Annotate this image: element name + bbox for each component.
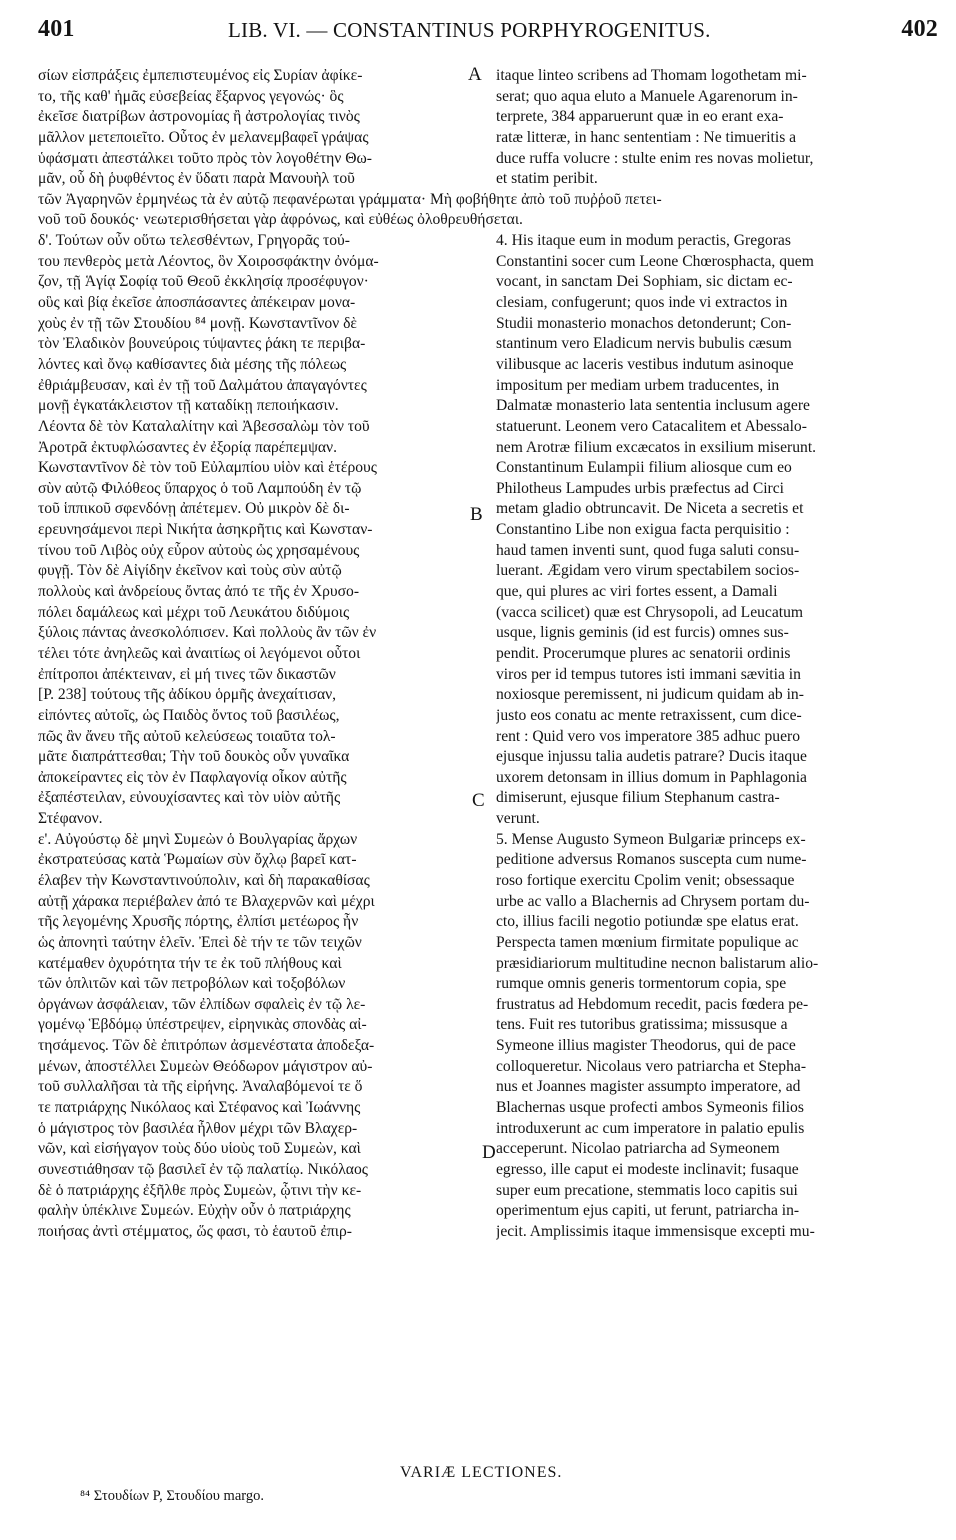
latin-text-line: clesiam, confugerunt; quos inde vi extractos in (496, 294, 788, 312)
greek-text-line: πόλει δαμάλεως καὶ μέχρι τοῦ Λευκάτου διδύμοις (38, 603, 350, 621)
latin-text-line: tens. Fuit res tutoribus gratissima; missusque a (496, 1016, 788, 1034)
latin-text-line: dimiserunt, ejusque filium Stephanum castra- (496, 789, 780, 807)
latin-text-line: introduxerunt ac cum imperatore in palatio epulis (496, 1119, 805, 1137)
page-header (38, 16, 938, 56)
latin-text-line: operimentum ejus capiti, ut ferunt, patriarcha in- (496, 1202, 800, 1220)
running-title: LIB. VI. — CONSTANTINUS PORPHYROGENITUS. (228, 18, 711, 42)
greek-text-line: φυγῇ. Τὸν δὲ Αἰγίδην ἐκεῖνον καὶ τοὺς σὺν αὐτῷ (38, 562, 342, 580)
greek-text-line: ἐκεῖσε διατρίβων ἀστρονομίας ἢ ἀστρολογίας τινὸς (38, 108, 360, 126)
latin-text-line: acceperunt. Nicolao patriarcha ad Symeonem (496, 1140, 780, 1158)
greek-text-line: μονῇ ἐγκατάκλειστον τῇ καταδίκῃ πεποιήκασιν. (38, 397, 339, 415)
greek-text-line: τοῦ συλλαλῆσαι τὰ τῆς εἰρήνης. Ἀναλαβόμενοί τε ὅ (38, 1078, 363, 1096)
latin-text-line: Constantini socer cum Leone Chœrosphacta, quem (496, 252, 814, 270)
greek-text-line: συνεστιάθησαν τῷ βασιλεῖ ἐν τῷ παλατίῳ. Νικόλαος (38, 1160, 368, 1178)
greek-text-line: τοῦ ἱππικοῦ σφενδόνῃ ἀπέτεμεν. Οὐ μικρὸν δὲ δι- (38, 500, 350, 518)
latin-text-line: vilibusque ac laceris vestibus indutum asinoque (496, 355, 794, 373)
latin-text-line: justo eos conatu ac mente retraxissent, cum dice- (496, 706, 802, 724)
latin-text-line: ratæ litteræ, in hanc sententiam : Ne timueritis a (496, 128, 797, 146)
latin-text-line: serat; quo aqua eluto a Manuele Agarenorum in- (496, 87, 798, 105)
greek-text-line: αὐτῇ χάρακα περιέβαλεν ἀπό τε Βλαχερνῶν καὶ μέχρι (38, 892, 375, 910)
latin-text-line: vocant, in sanctam Dei Sophiam, sic dictam ec- (496, 273, 793, 291)
greek-text-line: σὺν αὐτῷ Φιλόθεος ὕπαρχος ὁ τοῦ Λαμπούδη ἐν τῷ (38, 479, 362, 497)
latin-text-line: luerant. Ægidam vero virum spectabilem socios- (496, 562, 800, 580)
latin-text-line: nem Arotræ filium excæcatos in exsilium miserunt. (496, 438, 817, 456)
greek-text-line: μένων, ἀποστέλλει Συμεὼν Θεόδωρον μάγιστρον αὐ- (38, 1057, 373, 1075)
greek-text-line: σίων εἰσπράξεις ἐμπεπιστευμένος εἰς Συρίαν ἀφίκε- (38, 67, 363, 84)
greek-text-line: ζον, τῇ Ἁγίᾳ Σοφίᾳ τοῦ Θεοῦ ἐκκλησίᾳ προσέφυγον· (38, 273, 369, 291)
greek-text-line: τῶν Ἀγαρηνῶν ἑρμηνέως τὰ ἐν αὐτῷ πεφανέρωται γράμματα· Μὴ φοβήθητε ἀπὸ τοῦ πυῤῥοῦ πετει- (38, 190, 662, 208)
greek-text-line: ποιήσας ἀντὶ στέμματος, ὥς φασι, τὸ ἑαυτοῦ ἐπιρ- (38, 1222, 352, 1240)
latin-text-line: Symeone illius magister Theodorus, qui de pace (496, 1037, 796, 1055)
greek-text-line: [P. 238] τούτους τῆς ἀδίκου ὁρμῆς ἀνεχαίτισαν, (38, 686, 337, 704)
greek-text-line: οὓς καὶ βίᾳ ἐκεῖσε ἀποσπάσαντες ἀπέκειραν μονα- (38, 294, 356, 312)
latin-text-line: frustratus ad Hebdomum recedit, pacis fœdera pe- (496, 995, 809, 1013)
latin-text-line: impositum per mediam urbem traducentes, in (496, 376, 780, 394)
greek-text-line: μᾶτε διαπράττεσθαι; Τὴν τοῦ δουκὸς οὖν γυναῖκα (38, 748, 350, 766)
greek-text-line: λόντες καὶ ὄνῳ καθίσαντες διὰ μέσης τῆς πόλεως (38, 355, 347, 373)
latin-text-line: usque, lignis geminis (id est furcis) omnes sus- (496, 624, 789, 642)
greek-text-line: Κωνσταντῖνον δὲ τὸν τοῦ Εὐλαμπίου υἱὸν καὶ ἑτέρους (38, 459, 377, 477)
greek-text-line: ὑφάσματι ἀπεστάλκει τοῦτο πρὸς τὸν λογοθέτην Θω- (38, 149, 372, 167)
latin-text-line: Perspecta tamen mœnium firmitate populique ac (496, 933, 799, 951)
greek-text-line: γομένῳ Ἑβδόμῳ ὑπέστρεψεν, εἰρηνικὰς σπονδὰς αἰ- (38, 1016, 367, 1034)
greek-text-line: έλαβεν τὴν Κωνσταντινούπολιν, καὶ δὴ παρακαθίσας (38, 871, 370, 889)
latin-text-line: 5. Mense Augusto Symeon Bulgariæ princeps ex- (496, 830, 806, 848)
latin-text-line: uxorem detonsam in illius domum in Paphlagonia (496, 768, 807, 786)
greek-text-line: ἐπίτροποι ἀπέκτειναν, εἰ μή τινες τῶν δικαστῶν (38, 665, 336, 683)
greek-text-line: Λέοντα δὲ τὸν Καταλαλίτην καὶ Ἀβεσσαλὼμ τὸν τοῦ (38, 417, 370, 435)
greek-text-line: ερευνησάμενοι περὶ Νικήτα ἀσηκρῆτις καὶ Κωνσταν- (38, 521, 373, 539)
greek-text-line: ἐθριάμβευσαν, καὶ ἐν τῇ τοῦ Δαλμάτου ἀπαγαγόντες (38, 376, 367, 394)
greek-text-line: Στέφανον. (38, 810, 103, 828)
greek-text-line: πολλοὺς καὶ ἀνδρείους ὄντας ἀπό τε τῆς ἐν Χρυσο- (38, 583, 360, 601)
greek-text-line: τησάμενος. Τῶν δὲ ἐπιτρόπων ἀσμενέστατα ἀποδεξα- (38, 1037, 375, 1055)
greek-text-line: Ἀροτρᾶ ἐκτυφλώσαντες ἐν ἐξορίᾳ παρέπεμψαν. (38, 438, 337, 456)
greek-text-line: ὡς ἀπονητὶ ταύτην ἑλεῖν. Ἐπεὶ δὲ τήν τε τῶν τειχῶν (38, 933, 362, 951)
greek-text-line: νῶν, καὶ εἰσήγαγον τοὺς δύο υἱοὺς τοῦ Συμεὼν, καὶ (38, 1140, 361, 1158)
greek-text-line: τε πατριάρχης Νικόλαος καὶ Στέφανος καὶ Ἰωάννης (38, 1099, 361, 1117)
greek-text-line: ε'. Αὐγούστῳ δὲ μηνὶ Συμεὼν ὁ Βουλγαρίας ἄρχων (38, 830, 358, 848)
latin-text-line: metam gladio obtruncavit. De Niceta a secretis et (496, 500, 804, 518)
latin-text-line: colloqueretur. Nicolaus vero patriarcha et Stepha- (496, 1057, 807, 1075)
greek-text-line: τὸν Ἐλαδικὸν βουνεύροις τύψαντες ῥάκη τε περιβα- (38, 335, 366, 353)
latin-text-line: statuerunt. Leonem vero Catacalitem et Abessalo- (496, 417, 807, 435)
latin-text-column (496, 66, 936, 1243)
latin-text-line: terprete, 384 apparuerunt quæ in eo erant exa- (496, 108, 784, 126)
greek-text-line: ξύλοις πάντας ἀνεσκολόπισεν. Καὶ πολλοὺς ἂν τῶν ἐν (38, 624, 377, 642)
greek-text-line: χοὺς ἐν τῇ τῶν Στουδίου ⁸⁴ μονῇ. Κωνσταντῖνον δὲ (38, 314, 357, 332)
margin-marker-c: C (472, 790, 485, 811)
latin-text-line: et statim peribit. (496, 170, 598, 188)
latin-text-line: que, qui plures ac viri fortes essent, a Damali (496, 583, 778, 601)
margin-marker-a: A (468, 64, 482, 85)
latin-text-line: stantinum vero Eladicum nervis bubulis cæsum (496, 335, 792, 353)
greek-text-line: τῶν ὁπλιτῶν καὶ τῶν πετροβόλων καὶ τοξοβόλων (38, 975, 346, 993)
latin-text-line: roso fortique exercitu Cpolim venit; obsessaque (496, 871, 795, 889)
latin-text-line: egresso, ille caput ei modeste inclinavit; fusaque (496, 1160, 799, 1178)
margin-marker-b: B (470, 504, 483, 525)
latin-text-line: Dalmatæ monasterio lata sententia inclusum agere (496, 397, 810, 415)
greek-text-line: τίνου τοῦ Λιβὸς οὐχ εὗρον αὐτοὺς ὡς χρησαμένους (38, 541, 360, 559)
latin-text-line: noxiosque peremissent, ni judicum quidam ab in- (496, 686, 804, 704)
greek-text-line: δ'. Τούτων οὖν οὕτω τελεσθέντων, Γρηγορᾶς τού- (38, 232, 350, 250)
greek-text-line: νοῦ τοῦ δουκός· νεωτερισθήσεται γὰρ ἀφρόνως, καὶ εὐθέως ὀλοθρευθήσεται. (38, 211, 523, 229)
footnote: ⁸⁴ Στουδίων P, Στουδίου margo. (80, 1488, 264, 1504)
latin-text-line: cto, illius facili negotio potiundæ spe elatus erat. (496, 913, 799, 931)
latin-text-line: rumque omnis generis tormentorum copia, spe (496, 975, 787, 993)
variae-lectiones-heading: VARIÆ LECTIONES. (400, 1464, 563, 1481)
greek-text-line: το, τῆς καθ' ἡμᾶς εὐσεβείας ἔξαρνος γεγονώς· ὃς (38, 87, 344, 105)
latin-text-line: Constantino Libe non exigua facta perquisitio : (496, 521, 790, 539)
latin-text-line: 4. His itaque eum in modum peractis, Gregoras (496, 232, 791, 250)
greek-text-line: μᾶν, οὗ δὴ ῥυφθέντος ἐν ὕδατι παρὰ Μανουὴλ τοῦ (38, 170, 355, 188)
latin-text-line: Studii monasterio monachos detonderunt; Con- (496, 314, 792, 332)
greek-text-line: ἐξαπέστειλαν, εὐνουχίσαντες καὶ τὸν υἱὸν αὐτῆς (38, 789, 341, 807)
page-number-left: 401 (38, 16, 75, 42)
latin-text-line: nus et Joannes magister assumpto imperatore, ad (496, 1078, 801, 1096)
greek-text-line: ἐκστρατεύσας κατὰ Ῥωμαίων σὺν ὄχλῳ βαρεῖ κατ- (38, 851, 357, 869)
latin-text-line: peditione adversus Romanos suscepta cum nume- (496, 851, 807, 869)
latin-text-line: pendit. Procerumque plures ac senatorii ordinis (496, 644, 791, 662)
latin-text-line: rent : Quid vero vos imperatore 385 adhuc puero (496, 727, 800, 745)
latin-text-line: (vacca scilicet) quæ est Chrysopoli, ad Leucatum (496, 603, 804, 621)
greek-text-line: ἀποκείραντες εἰς τὸν ἐν Παφλαγονίᾳ οἶκον αὐτῆς (38, 768, 347, 786)
latin-text-line: præsidiariorum multitudine necnon balistarum alio- (496, 954, 819, 972)
greek-text-line: τῆς λεγομένης Χρυσῆς πόρτης, ἐλπίσι μετέωρος ἦν (38, 913, 359, 931)
latin-text-line: duce ruffa volucre : stulte enim res novas molietur, (496, 149, 814, 167)
greek-text-line: ὁ μάγιστρος τὸν βασιλέα ἦλθον μέχρι τῶν Βλαχερ- (38, 1119, 358, 1137)
greek-text-line: εἰπόντες αὐτοῖς, ὡς Παιδὸς ὄντος τοῦ βασιλέως, (38, 706, 340, 724)
page-number-right: 402 (901, 16, 938, 42)
greek-text-line: μᾶλλον μετεποιεῖτο. Οὗτος ἐν μελανεμβαφεῖ γράψας (38, 128, 369, 146)
greek-text-line: κατέμαθεν ὀχυρότητα τήν τε ἐκ τοῦ πλήθους καὶ (38, 954, 342, 972)
latin-text-line: viros per id tempus tutores isti immani sævitia in (496, 665, 801, 683)
latin-text-line: itaque linteo scribens ad Thomam logothetam mi- (496, 67, 807, 84)
latin-text-line: jecit. Amplissimis itaque immensisque excepti mu- (496, 1222, 815, 1240)
latin-text-line: Blachernas usque profecti ambos Symeonis filios (496, 1099, 804, 1117)
latin-text-line: Philotheus Lampudes urbis præfectus ad Circi (496, 479, 785, 497)
latin-text-line: Constantinum Eulampii filium aliosque cum eo (496, 459, 792, 477)
greek-text-line: τέλει τότε ἀνηλεῶς καὶ ἀναιτίως οἱ λεγόμενοι οὗτοι (38, 644, 361, 662)
margin-marker-d: D (482, 1142, 496, 1163)
greek-text-line: φαλὴν ὑπέκλινε Συμεών. Εὐχὴν οὖν ὁ πατριάρχης (38, 1202, 351, 1220)
latin-text-line: verunt. (496, 810, 540, 828)
latin-text-line: super eum precatione, stemmatis loco capitis sui (496, 1181, 798, 1199)
latin-text-line: ejusque injussu talia audetis patrare? Ducis itaque (496, 748, 807, 766)
latin-text-line: urbe ac vallo a Blachernis ad Chrysem portam du- (496, 892, 810, 910)
latin-text-line: haud tamen inventi sunt, quod fuga saluti consu- (496, 541, 800, 559)
greek-text-line: του πενθερὸς μετὰ Λέοντος, ὃν Χοιροσφάκτην ὀνόμα- (38, 252, 379, 270)
greek-text-line: δὲ ὁ πατριάρχης ἐξῆλθε πρὸς Συμεὼν, ᾧτινι τὴν κε- (38, 1181, 362, 1199)
greek-text-line: ὀργάνων ἀσφάλειαν, τῶν ἐλπίδων σφαλεὶς ἐν τῷ λε- (38, 995, 366, 1013)
greek-text-line: πῶς ἂν ἄνευ τῆς αὐτοῦ κελεύσεως τοιαῦτα τολ- (38, 727, 336, 745)
